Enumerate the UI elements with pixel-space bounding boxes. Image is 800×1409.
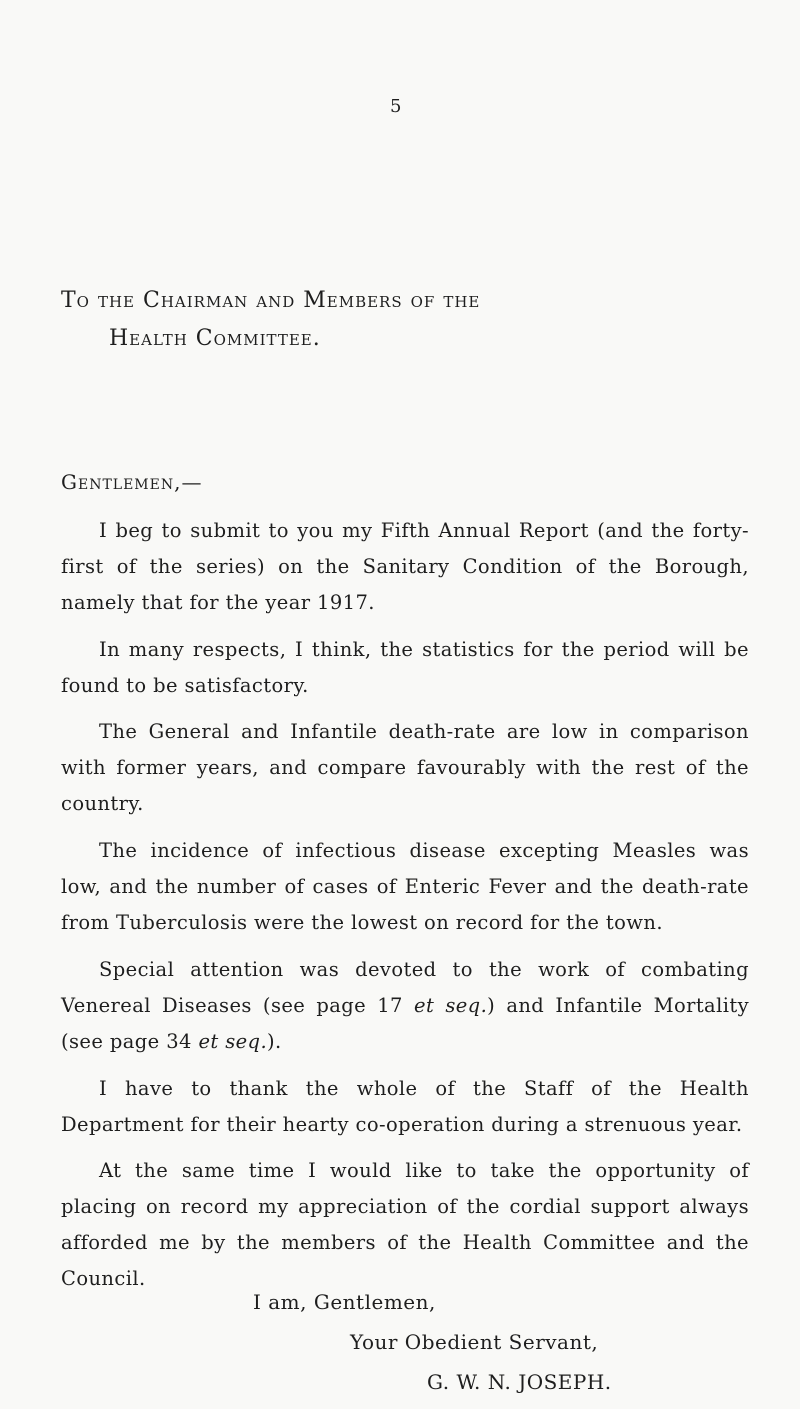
paragraph-5-italic-2: et seq.	[198, 1030, 268, 1053]
closing-line-1: I am, Gentlemen,	[253, 1290, 436, 1314]
paragraph-7-text: At the same time I would like to take the opportunity of placing on record my appreciation of the cordial support always afforded me by the members of the Health Committee and the Council.	[61, 1159, 749, 1290]
paragraph-5	[61, 952, 749, 1060]
paragraph-1-text: I beg to submit to you my Fifth Annual Report (and the forty-first of the series) on the Sanitary Condition of the Borough, namely that for the year 1917.	[61, 519, 749, 614]
address-line-1: To the Chairman and Members of the	[61, 288, 481, 313]
paragraph-5-text	[61, 952, 749, 1060]
page-number: 5	[390, 96, 402, 117]
paragraph-2	[61, 632, 749, 704]
paragraph-7	[61, 1153, 749, 1297]
paragraph-5-italic-1: et seq.	[414, 994, 488, 1017]
greeting: Gentlemen,—	[61, 470, 203, 494]
paragraph-3-text: The General and Infantile death-rate are low in comparison with former years, and compare favourably with the rest of the country.	[61, 720, 749, 815]
paragraph-1	[61, 513, 749, 621]
paragraph-2-text: In many respects, I think, the statistics for the period will be found to be satisfactory.	[61, 638, 749, 697]
paragraph-6-text: I have to thank the whole of the Staff of the Health Department for their hearty co-operation during a strenuous year.	[61, 1077, 749, 1136]
address-line-2: Health Committee.	[109, 326, 321, 351]
closing-line-2: Your Obedient Servant,	[350, 1330, 599, 1354]
paragraph-3	[61, 714, 749, 822]
signature: G. W. N. JOSEPH.	[427, 1370, 612, 1394]
paragraph-4-text: The incidence of infectious disease excepting Measles was low, and the number of cases of Enteric Fever and the death-rate from Tuberculosis were the lowest on record for the town.	[61, 839, 749, 934]
paragraph-4	[61, 833, 749, 941]
paragraph-5-part-a: Special attention was devoted to the work of combating Venereal Diseases (see page 17	[61, 958, 749, 1017]
paragraph-6	[61, 1071, 749, 1143]
paragraph-5-part-e: ).	[267, 1030, 282, 1053]
address-block	[61, 282, 480, 358]
paragraph-5-part-c: ) and Infantile Mortality (see page 34	[61, 994, 750, 1053]
